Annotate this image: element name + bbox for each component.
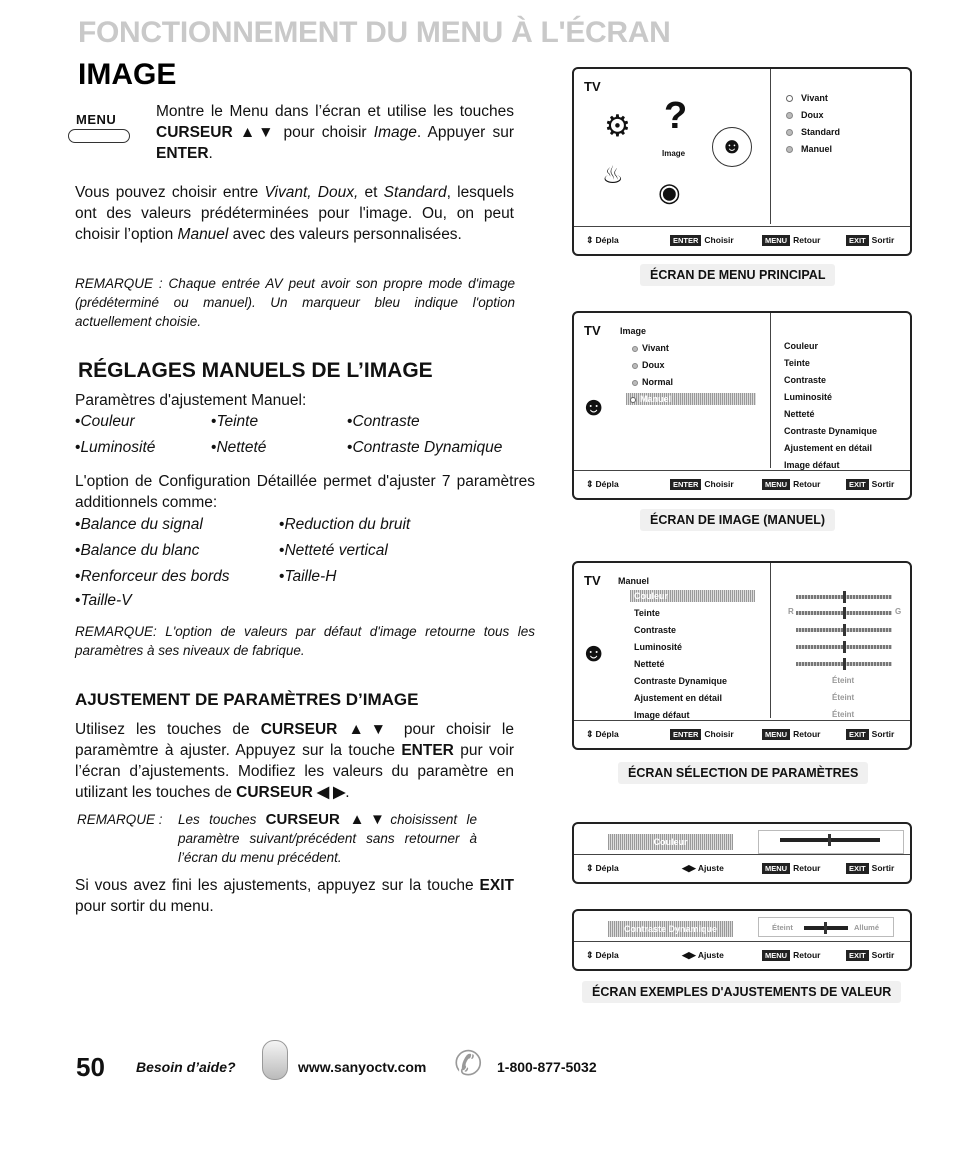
phone-icon: ✆ xyxy=(454,1045,483,1083)
option-doux: Doux xyxy=(801,110,824,120)
website-link[interactable]: www.sanyoctv.com xyxy=(298,1059,427,1075)
couleur-slider xyxy=(796,595,892,599)
image-icon-label: Image xyxy=(662,149,686,158)
param-select-caption: ÉCRAN SÉLECTION DE PARAMÈTRES xyxy=(618,762,868,784)
detail-item: • Renforceur des bords xyxy=(75,568,230,586)
note-av-input: REMARQUE : Chaque entrée AV peut avoir son propre mode d'image (prédéterminé ou manuel). Un marqueur bleu indique l'option actuellement choisie. xyxy=(75,276,515,329)
note-default: REMARQUE: L'option de valeurs par défaut d'image retourne tous les paramètres à ses niveaux de fabrique. xyxy=(75,624,535,658)
adjust-contraste-screen: Contraste Dynamique Éteint Allumé ⇕ Dépla ◀▶ Ajuste MENU Retour EXIT Sortir xyxy=(572,909,912,971)
luminosite-slider xyxy=(796,645,892,649)
param-item: • Couleur xyxy=(75,413,135,431)
main-menu-caption: ÉCRAN DE MENU PRINCIPAL xyxy=(640,264,835,286)
image-icon: ☻ xyxy=(580,637,608,667)
phone-number: 1-800-877-5032 xyxy=(497,1059,597,1075)
tools-icon: ⚙ xyxy=(604,110,631,143)
question-icon: ? xyxy=(664,95,688,137)
couleur-adjust-slider xyxy=(780,838,880,842)
page-title: IMAGE xyxy=(78,58,177,91)
param-item: • Teinte xyxy=(211,413,258,431)
detail-item: • Taille-H xyxy=(279,568,336,586)
param-select-screen: TV Manuel Couleur Teinte Contraste Luminosité Netteté Contraste Dynamique Ajustement en détail Image défaut ☻ R G Éteint Éteint Éteint ⇕ Dépla ENTER Choisir MENU Retour EXIT Sortir xyxy=(572,561,912,750)
image-manual-caption: ÉCRAN DE IMAGE (MANUEL) xyxy=(640,509,835,531)
detail-item: • Taille-V xyxy=(75,592,132,610)
detail-item: • Balance du signal xyxy=(75,516,203,534)
speaker-icon: ♨ xyxy=(602,162,624,189)
option-standard: Standard xyxy=(801,127,841,137)
exit-paragraph: Si vous avez fini les ajustements, appuyez sur la touche EXIT pour sortir du menu. xyxy=(75,877,514,915)
option-vivant: Vivant xyxy=(801,93,828,103)
mouse-icon xyxy=(262,1040,288,1080)
adjust-paragraph: Utilisez les touches de CURSEUR ▲▼ pour choisir le paramèmtre à ajuster. Appuyez sur la touche ENTER pur voir l’écran d’ajustements. Modifiez les valeurs du paramètre en utilizant les touches de CURSEUR ◀ ▶. xyxy=(75,721,514,801)
tv-label: TV xyxy=(584,79,601,94)
param-item: • Luminosité xyxy=(75,439,155,457)
teinte-slider xyxy=(796,611,892,615)
param-item: • Contraste xyxy=(347,413,420,431)
detail-item: • Reduction du bruit xyxy=(279,516,410,534)
image-manual-screen: TV Image Vivant Doux Normal Manuel ☻ Couleur Teinte Contraste Luminosité Netteté Contraste Dynamique Ajustement en détail Image défaut ⇕ Dépla ENTER Choisir MENU Retour EXIT Sortir xyxy=(572,311,912,500)
image-icon: ☻ xyxy=(712,127,752,167)
menu-button-icon: MENU xyxy=(68,112,132,152)
chapter-title: FONCTIONNEMENT DU MENU À L'ÉCRAN xyxy=(78,16,671,49)
intro-paragraph: Montre le Menu dans l’écran et utilise les touches CURSEUR ▲▼ pour choisir Image. Appuyer sur ENTER. xyxy=(156,103,515,162)
contraste-slider xyxy=(796,628,892,632)
image-icon: ☻ xyxy=(580,391,608,421)
sound-icon: ◉ xyxy=(658,177,681,207)
detail-item: • Balance du blanc xyxy=(75,542,199,560)
adjust-heading: AJUSTEMENT DE PARAMÈTRES D’IMAGE xyxy=(75,690,419,709)
param-item: • Netteté xyxy=(211,439,266,457)
detail-intro: L'option de Configuration Détaillée permet d'ajuster 7 paramètres additionnels comme: xyxy=(75,473,535,511)
nettete-slider xyxy=(796,662,892,666)
detail-item: • Netteté vertical xyxy=(279,542,388,560)
screen-status-bar: ⇕ Dépla ENTER Choisir MENU Retour EXIT Sortir xyxy=(574,226,910,254)
option-manuel: Manuel xyxy=(801,144,833,154)
manual-params-intro: Paramètres d'ajustement Manuel: xyxy=(75,392,307,409)
note-cursor: REMARQUE : Les touches CURSEUR ▲▼choisissent le paramètre suivant/précédent sans retourner à l’écran du menu précédent. xyxy=(77,811,477,865)
page-number: 50 xyxy=(76,1052,105,1082)
manual-settings-heading: RÉGLAGES MANUELS DE L’IMAGE xyxy=(78,359,433,382)
choice-paragraph: Vous pouvez choisir entre Vivant, Doux, et Standard, lesquels ont des valeurs prédéterminées pour l'image. Ou, on peut choisir l’option Manuel avec des valeurs personnalisées. xyxy=(75,184,514,243)
examples-caption: ÉCRAN EXEMPLES D'AJUSTEMENTS DE VALEUR xyxy=(582,981,901,1003)
param-item: • Contraste Dynamique xyxy=(347,439,502,457)
main-menu-screen xyxy=(572,67,912,256)
help-label: Besoin d’aide? xyxy=(136,1059,236,1075)
contraste-adjust-slider xyxy=(804,926,848,930)
adjust-couleur-screen: Couleur ⇕ Dépla ◀▶ Ajuste MENU Retour EXIT Sortir xyxy=(572,822,912,884)
